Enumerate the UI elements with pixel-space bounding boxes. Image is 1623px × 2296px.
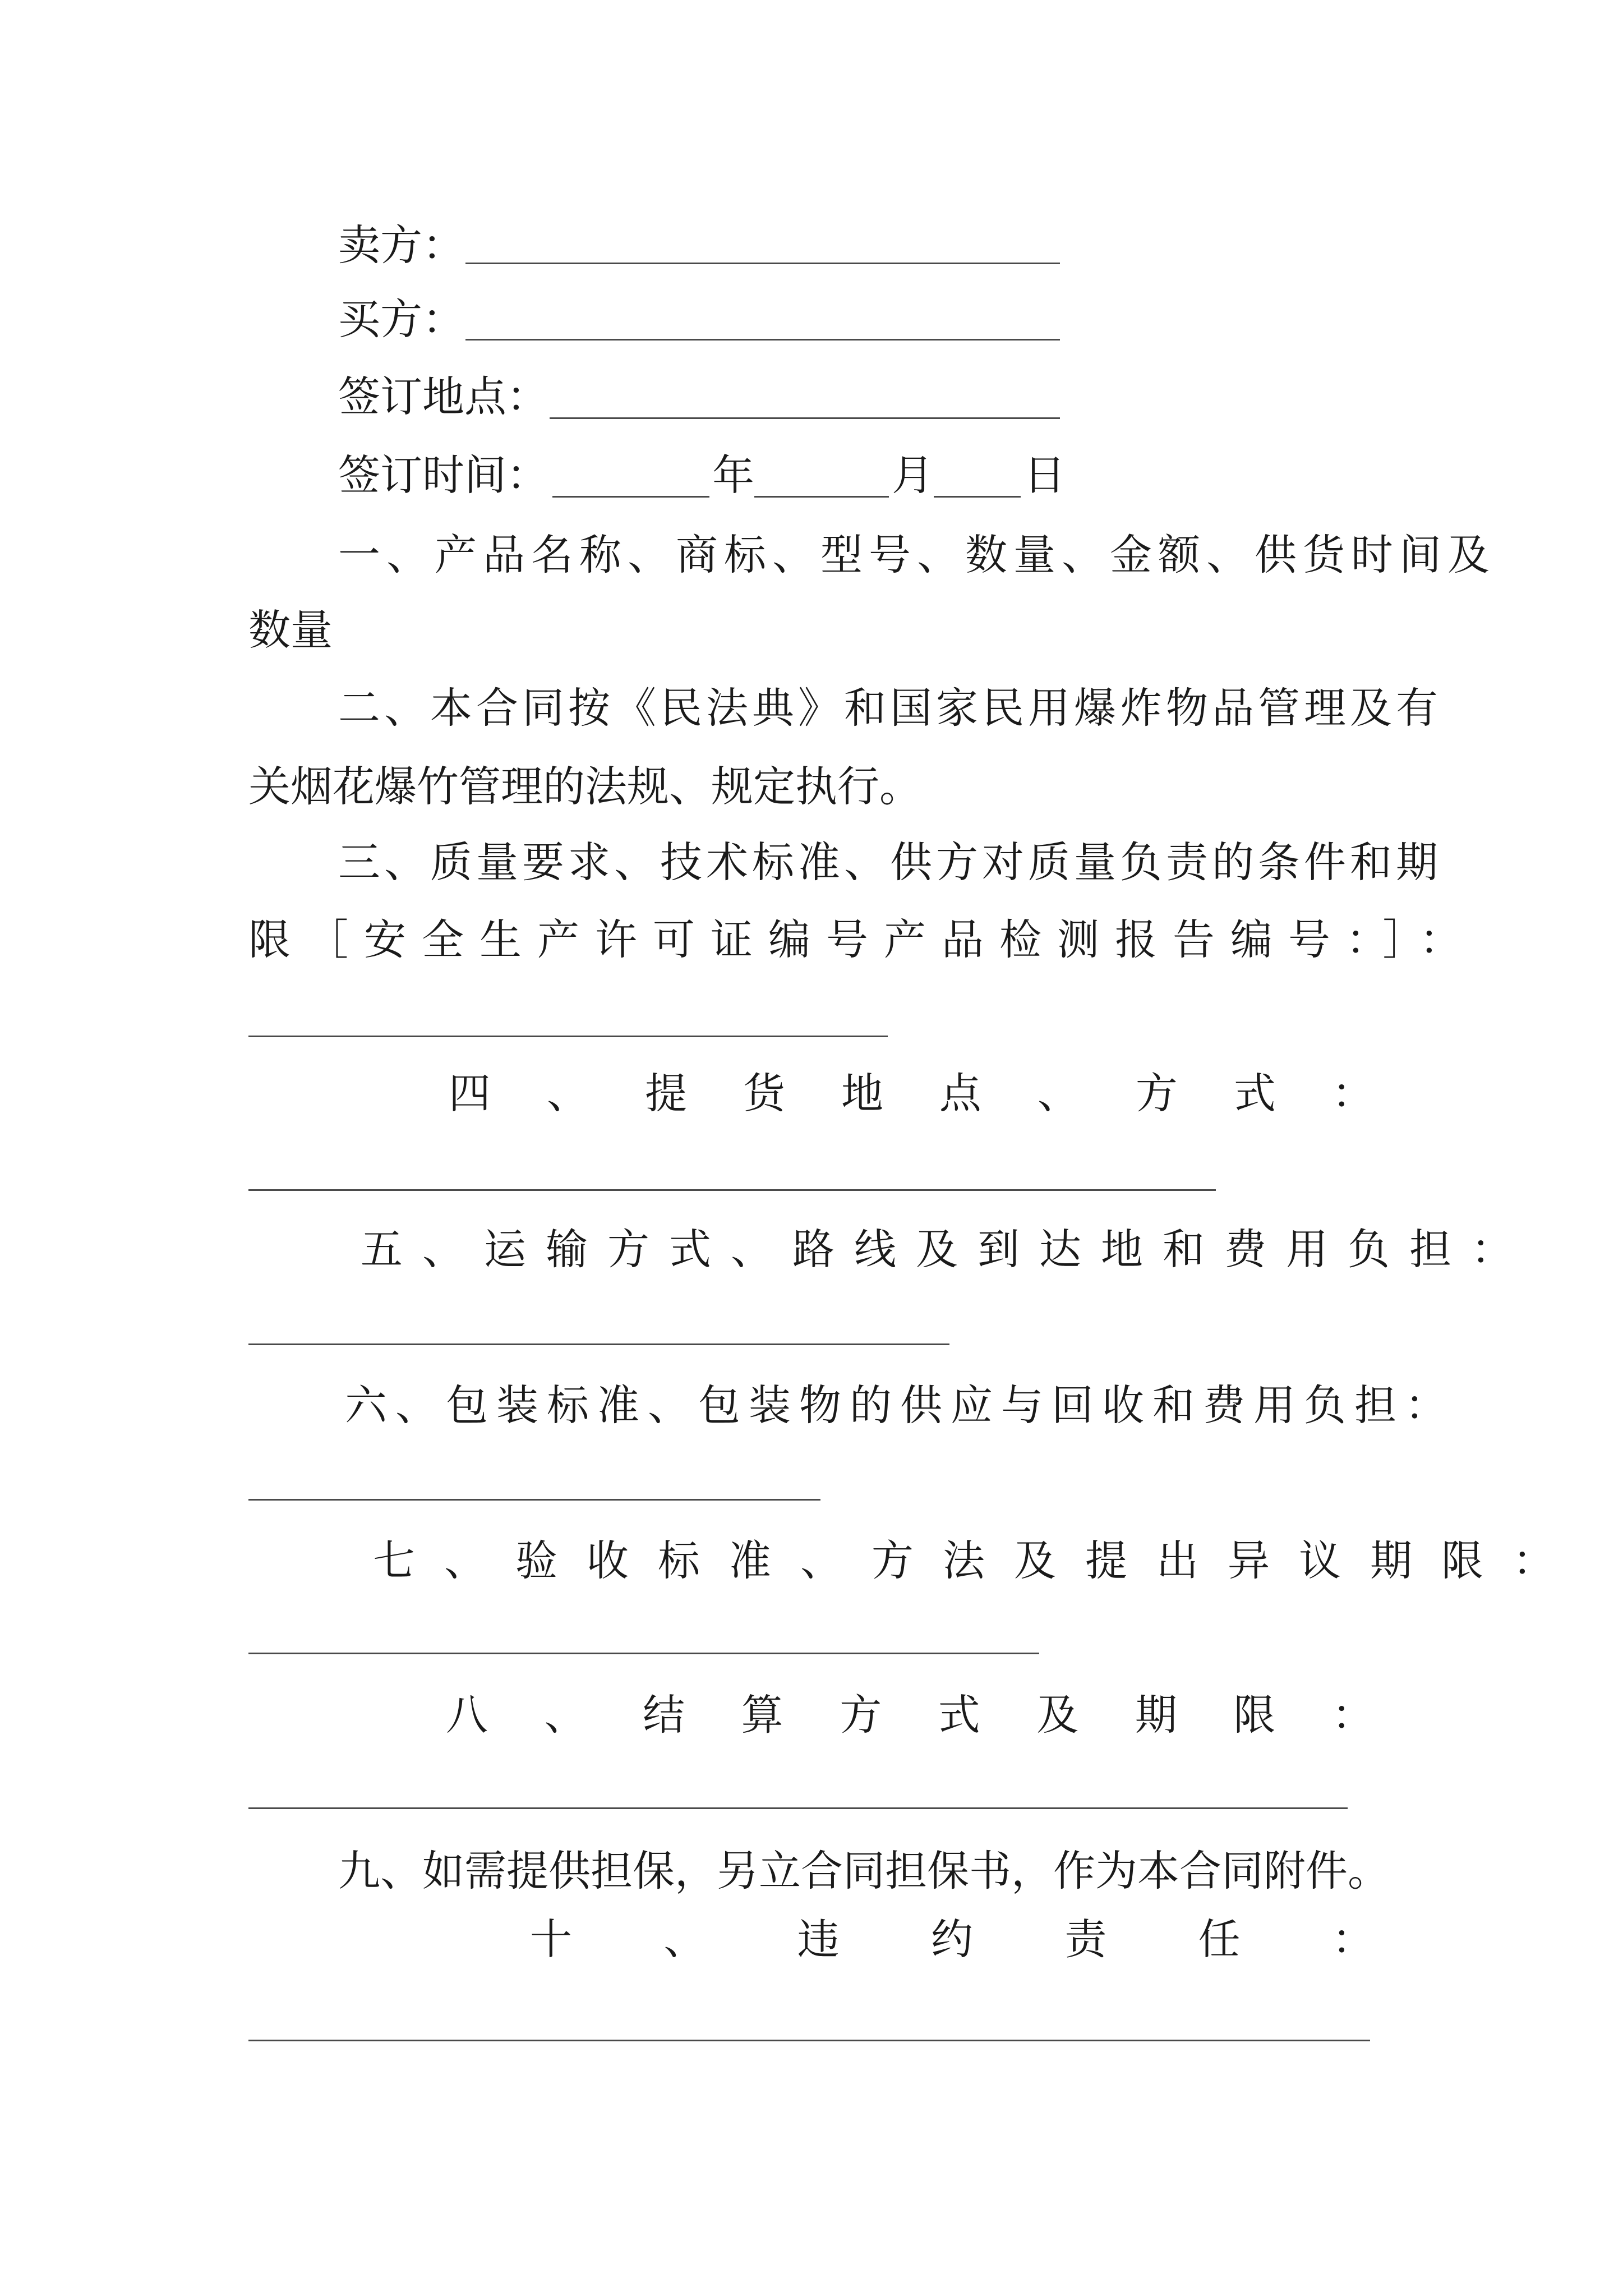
clause-10-char: 、 bbox=[663, 1915, 706, 1964]
clause-4-char: 方 bbox=[1135, 1069, 1178, 1118]
clause-2-line-1: 二、本合同按《民法典》和国家民用爆炸物品管理及有 bbox=[338, 683, 1442, 733]
clause-10-char: 责 bbox=[1064, 1915, 1107, 1964]
clause-8-char: 结 bbox=[643, 1690, 685, 1740]
clause-10-char: 任 bbox=[1198, 1915, 1241, 1964]
year-blank[interactable] bbox=[552, 496, 709, 498]
clause-10-char: 十 bbox=[530, 1915, 573, 1964]
clause-7-blank[interactable] bbox=[248, 1653, 1039, 1654]
clause-4-char: 式 bbox=[1233, 1069, 1276, 1118]
clause-6-blank[interactable] bbox=[248, 1499, 820, 1501]
clause-5-line: 五、运输方式、路线及到达地和费用负担： bbox=[361, 1225, 1533, 1274]
clause-4-blank[interactable] bbox=[248, 1189, 1216, 1191]
clause-2-line-2: 关烟花爆竹管理的法规、规定执行。 bbox=[248, 762, 922, 811]
seller-blank[interactable] bbox=[465, 263, 1060, 264]
place-label: 签订地点： bbox=[338, 372, 549, 421]
clause-3-line-1: 三、质量要求、技术标准、供方对质量负责的条件和期 bbox=[338, 838, 1442, 887]
clause-8-char: 方 bbox=[840, 1690, 882, 1740]
day-label: 日 bbox=[1023, 450, 1066, 500]
clause-8-char: 限 bbox=[1233, 1690, 1276, 1740]
place-blank[interactable] bbox=[550, 417, 1060, 419]
buyer-blank[interactable] bbox=[465, 339, 1060, 341]
clause-4-char: 、 bbox=[546, 1069, 589, 1118]
clause-4-char: 、 bbox=[1037, 1069, 1080, 1118]
clause-10-blank[interactable] bbox=[248, 2040, 1370, 2041]
clause-4-char: 地 bbox=[841, 1069, 883, 1118]
clause-3-line-2: 限［安全生产许可证编号产品检测报告编号：］： bbox=[248, 915, 1478, 964]
clause-6-line: 六、包装标准、包装物的供应与回收和费用负担： bbox=[345, 1381, 1456, 1430]
clause-4-char: ： bbox=[1331, 1069, 1374, 1118]
clause-8-line bbox=[446, 1690, 1374, 1740]
month-label: 月 bbox=[892, 450, 934, 500]
clause-4-char: 点 bbox=[939, 1069, 981, 1118]
seller-label: 卖方： bbox=[338, 220, 465, 270]
clause-7-line: 七、验收标准、方法及提出异议期限： bbox=[373, 1536, 1584, 1585]
time-label: 签订时间： bbox=[338, 450, 549, 500]
clause-4-char: 四 bbox=[449, 1069, 491, 1118]
clause-8-char: 八 bbox=[446, 1690, 488, 1740]
clause-8-char: 期 bbox=[1135, 1690, 1177, 1740]
clause-10-line bbox=[530, 1915, 1374, 1964]
clause-3-blank[interactable] bbox=[248, 1036, 888, 1037]
clause-9-line: 九、如需提供担保，另立合同担保书，作为本合同附件。 bbox=[338, 1846, 1390, 1895]
clause-10-char: 约 bbox=[930, 1915, 973, 1964]
clause-10-char: 违 bbox=[797, 1915, 840, 1964]
clause-8-char: ： bbox=[1331, 1690, 1374, 1740]
clause-1-line-1: 一、产品名称、商标、型号、数量、金额、供货时间及 bbox=[338, 530, 1496, 579]
clause-8-char: 式 bbox=[938, 1690, 980, 1740]
clause-10-char: ： bbox=[1331, 1915, 1374, 1964]
clause-8-char: 算 bbox=[741, 1690, 783, 1740]
clause-8-char: 及 bbox=[1036, 1690, 1079, 1740]
year-label: 年 bbox=[712, 450, 755, 500]
day-blank[interactable] bbox=[934, 496, 1021, 498]
buyer-label: 买方： bbox=[338, 295, 465, 344]
clause-1-line-2: 数量 bbox=[248, 605, 333, 655]
month-blank[interactable] bbox=[754, 496, 889, 498]
clause-4-char: 货 bbox=[743, 1069, 785, 1118]
clause-8-blank[interactable] bbox=[248, 1807, 1348, 1809]
clause-4-line bbox=[449, 1069, 1374, 1118]
clause-8-char: 、 bbox=[544, 1690, 587, 1740]
clause-5-blank[interactable] bbox=[248, 1343, 949, 1345]
clause-4-char: 提 bbox=[644, 1069, 687, 1118]
